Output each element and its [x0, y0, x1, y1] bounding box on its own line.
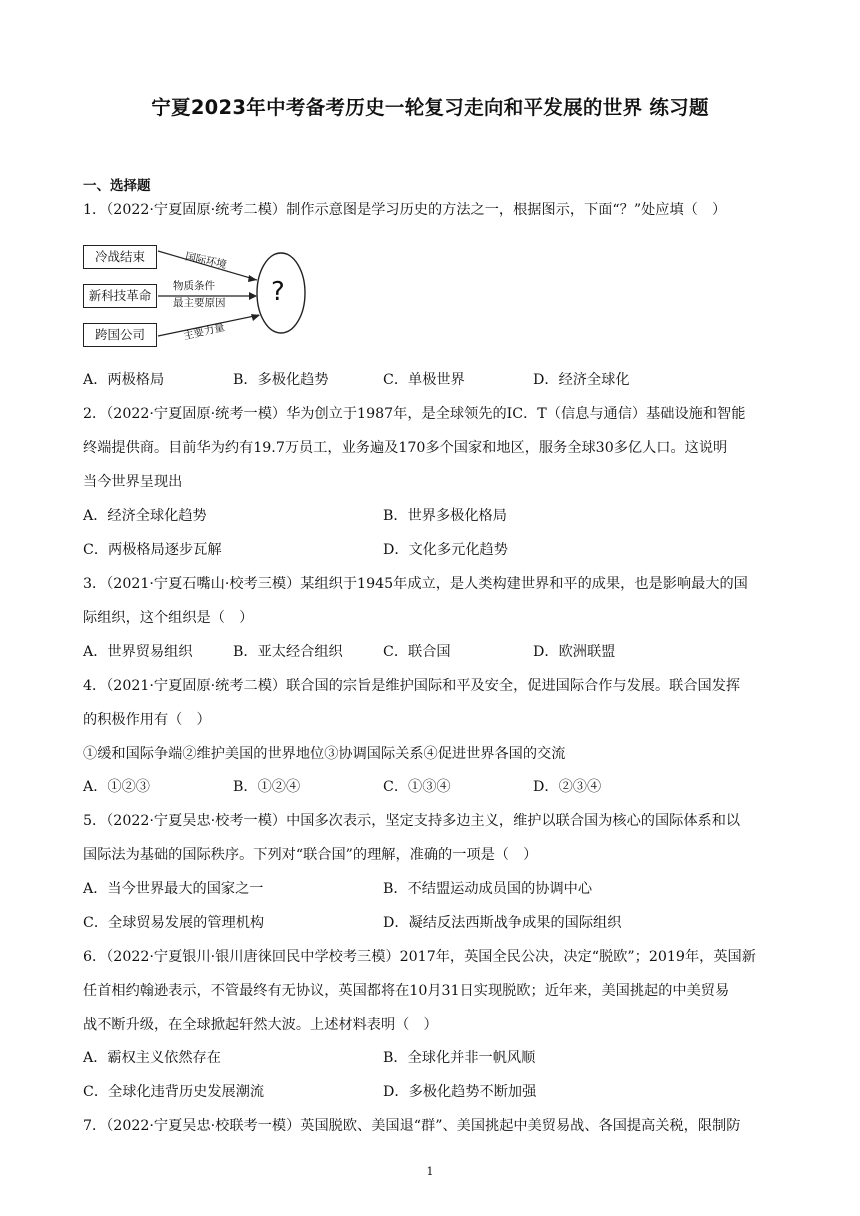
q1-option-d[interactable]: D．经济全球化 — [533, 372, 630, 388]
question-6-line: 战不断升级，在全球掀起轩然大波。上述材料表明（ ） — [83, 1017, 438, 1033]
q5-option-b[interactable]: B．不结盟运动成员国的协调中心 — [383, 881, 593, 897]
question-4-line: ①缓和国际争端②维护美国的世界地位③协调国际关系④促进世界各国的交流 — [83, 746, 566, 762]
label-main-reason: 最主要原因 — [173, 297, 226, 309]
q2-option-a[interactable]: A．经济全球化趋势 — [83, 508, 207, 524]
question-1-line: 1．（2022·宁夏固原·统考二模）制作示意图是学习历史的方法之一，根据图示，下面“？”处应填（ ） — [83, 202, 727, 218]
question-5-line: 5．（2022·宁夏吴忠·校考一模）中国多次表示，坚定支持多边主义，维护以联合国为核心的国际体系和以 — [83, 813, 741, 829]
question-2-line: 当今世界呈现出 — [83, 474, 183, 490]
page-number: 1 — [426, 1165, 434, 1178]
q5-option-c[interactable]: C．全球贸易发展的管理机构 — [83, 915, 265, 931]
question-5-line: 国际法为基础的国际秩序。下列对“联合国”的理解，准确的一项是（ ） — [83, 847, 538, 863]
q2-option-d[interactable]: D．文化多元化趋势 — [383, 542, 508, 558]
q3-option-b[interactable]: B．亚太经合组织 — [233, 644, 343, 660]
q1-option-a[interactable]: A．两极格局 — [83, 372, 165, 388]
box-cold-war-end: 冷战结束 — [83, 245, 157, 269]
q2-option-b[interactable]: B．世界多极化格局 — [383, 508, 507, 524]
q4-option-a[interactable]: A．①②③ — [83, 779, 150, 795]
q5-option-d[interactable]: D．凝结反法西斯战争成果的国际组织 — [383, 915, 622, 931]
q2-option-c[interactable]: C．两极格局逐步瓦解 — [83, 542, 222, 558]
box-tech-revolution: 新科技革命 — [83, 284, 157, 308]
q1-option-b[interactable]: B．多极化趋势 — [233, 372, 329, 388]
q4-option-d[interactable]: D．②③④ — [533, 779, 602, 795]
question-6-line: 任首相约翰逊表示，不管最终有无协议，英国都将在10月31日实现脱欧；近年来，美国挑起的中美贸易 — [83, 983, 730, 999]
arrowhead-1 — [248, 275, 257, 282]
q6-option-c[interactable]: C．全球化违背历史发展潮流 — [83, 1084, 265, 1100]
question-mark: ? — [271, 277, 285, 307]
q5-option-a[interactable]: A．当今世界最大的国家之一 — [83, 881, 264, 897]
question-2-line: 2．（2022·宁夏固原·统考一模）华为创立于1987年，是全球领先的IC．T（信息与通信）基础设施和智能 — [83, 406, 746, 422]
box-multinationals: 跨国公司 — [83, 323, 157, 347]
q6-option-d[interactable]: D．多极化趋势不断加强 — [383, 1084, 537, 1100]
q6-option-a[interactable]: A．霸权主义依然存在 — [83, 1050, 221, 1066]
question-2-line: 终端提供商。目前华为约有19.7万员工，业务遍及170多个国家和地区，服务全球30多亿人口。这说明 — [83, 440, 728, 456]
question-6-line: 6．（2022·宁夏银川·银川唐徕回民中学校考三模）2017年，英国全民公决，决定“脱欧”；2019年，英国新 — [83, 949, 756, 965]
question-4-line: 4．（2021·宁夏固原·统考二模）联合国的宗旨是维护国际和平及安全，促进国际合作与发展。联合国发挥 — [83, 678, 741, 694]
question-3-line: 际组织，这个组织是（ ） — [83, 610, 254, 626]
label-international-env: 国际环境 — [184, 250, 228, 272]
q1-option-c[interactable]: C．单极世界 — [383, 372, 465, 388]
label-material-condition: 物质条件 — [173, 280, 215, 292]
label-main-force: 主要力量 — [182, 321, 226, 343]
arrowhead-3 — [251, 314, 260, 321]
section-heading: 一、选择题 — [83, 178, 151, 194]
q4-option-b[interactable]: B．①②④ — [233, 779, 301, 795]
arrowhead-2 — [249, 292, 257, 300]
q6-option-b[interactable]: B．全球化并非一帆风顺 — [383, 1050, 536, 1066]
page-title: 宁夏2023年中考备考历史一轮复习走向和平发展的世界 练习题 — [151, 96, 709, 119]
q3-option-a[interactable]: A．世界贸易组织 — [83, 644, 193, 660]
question-3-line: 3．（2021·宁夏石嘴山·校考三模）某组织于1945年成立，是人类构建世界和平的成果，也是影响最大的国 — [83, 576, 748, 592]
q3-option-d[interactable]: D．欧洲联盟 — [533, 644, 616, 660]
question-7-line: 7．（2022·宁夏吴忠·校联考一模）英国脱欧、美国退“群”、美国挑起中美贸易战、各国提高关税，限制防 — [83, 1118, 741, 1134]
q3-option-c[interactable]: C．联合国 — [383, 644, 451, 660]
question-4-line: 的积极作用有（ ） — [83, 712, 211, 728]
q4-option-c[interactable]: C．①③④ — [383, 779, 451, 795]
